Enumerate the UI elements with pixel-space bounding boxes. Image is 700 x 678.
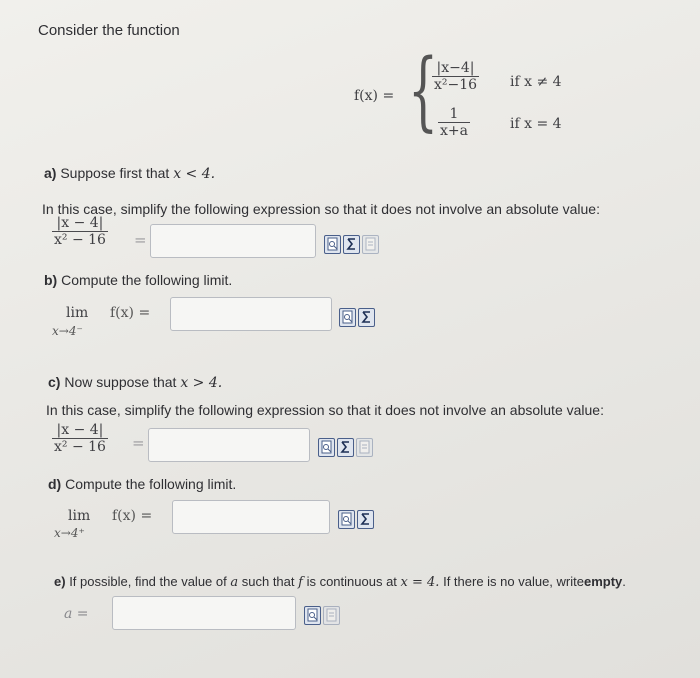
part-a-denominator: x² − 16: [54, 232, 106, 249]
sigma-icon[interactable]: [358, 308, 375, 327]
part-c-numerator: |x − 4|: [56, 422, 104, 438]
part-d-toolbar: [338, 510, 374, 529]
preview-icon[interactable]: [304, 606, 321, 625]
case2-condition: if x = 4: [510, 116, 562, 132]
sigma-icon[interactable]: [357, 510, 374, 529]
part-d-header: d) Compute the following limit.: [48, 476, 237, 492]
preview-icon[interactable]: [318, 438, 335, 457]
part-c-toolbar: [318, 438, 373, 457]
part-d-fx: f(x) =: [112, 508, 153, 524]
preview-icon[interactable]: [338, 510, 355, 529]
case1-numerator: |x−4|: [436, 60, 475, 76]
help-page-icon[interactable]: [356, 438, 373, 457]
sigma-icon[interactable]: [343, 235, 360, 254]
part-a-answer-input[interactable]: [150, 224, 316, 258]
part-b-header: b) Compute the following limit.: [44, 272, 233, 288]
case2-denominator: x+a: [438, 122, 470, 140]
part-b-answer-input[interactable]: [170, 297, 332, 331]
piecewise-brace: {: [408, 41, 439, 141]
case1-fraction: [432, 60, 479, 94]
function-lhs: f(x) =: [354, 88, 395, 104]
preview-icon[interactable]: [339, 308, 356, 327]
part-b-lim-subscript: x→4⁻: [52, 324, 83, 338]
part-c-instruction: In this case, simplify the following expression so that it does not involve an absolute value:: [46, 402, 604, 418]
part-c-equals: =: [132, 434, 145, 452]
help-page-icon[interactable]: [323, 606, 340, 625]
part-e-header: e) If possible, find the value of a such that f is continuous at x = 4. If there is no value, writeempty.: [54, 574, 626, 590]
part-a-instruction: In this case, simplify the following expression so that it does not involve an absolute value:: [42, 201, 600, 217]
part-e-lhs: a =: [64, 606, 89, 622]
case2-fraction: [438, 106, 470, 140]
part-a-header: a) Suppose first that x < 4.: [44, 165, 216, 182]
part-c-condition: x > 4.: [180, 375, 223, 391]
part-d-lim: lim: [68, 508, 91, 524]
case1-denominator: x²−16: [434, 77, 478, 94]
part-a-fraction: [52, 215, 108, 249]
part-a-equals: =: [134, 231, 147, 249]
part-d-lim-subscript: x→4⁺: [54, 526, 85, 540]
preview-icon[interactable]: [324, 235, 341, 254]
help-page-icon[interactable]: [362, 235, 379, 254]
part-a-condition: x < 4.: [173, 166, 216, 182]
empty-keyword: empty: [583, 574, 623, 589]
part-a-toolbar: [324, 235, 379, 254]
part-e-answer-input[interactable]: [112, 596, 296, 630]
part-c-answer-input[interactable]: [148, 428, 310, 462]
part-b-fx: f(x) =: [110, 305, 151, 321]
part-d-answer-input[interactable]: [172, 500, 330, 534]
part-c-denominator: x² − 16: [54, 439, 106, 456]
case2-numerator: 1: [449, 106, 459, 122]
intro-text: Consider the function: [38, 22, 180, 39]
part-b-lim: lim: [66, 305, 89, 321]
part-e-toolbar: [304, 606, 340, 625]
sigma-icon[interactable]: [337, 438, 354, 457]
part-c-fraction: [52, 422, 108, 456]
part-c-header: c) Now suppose that x > 4.: [48, 374, 223, 391]
case1-condition: if x ≠ 4: [510, 74, 562, 90]
part-a-numerator: |x − 4|: [56, 215, 104, 231]
part-b-toolbar: [339, 308, 375, 327]
